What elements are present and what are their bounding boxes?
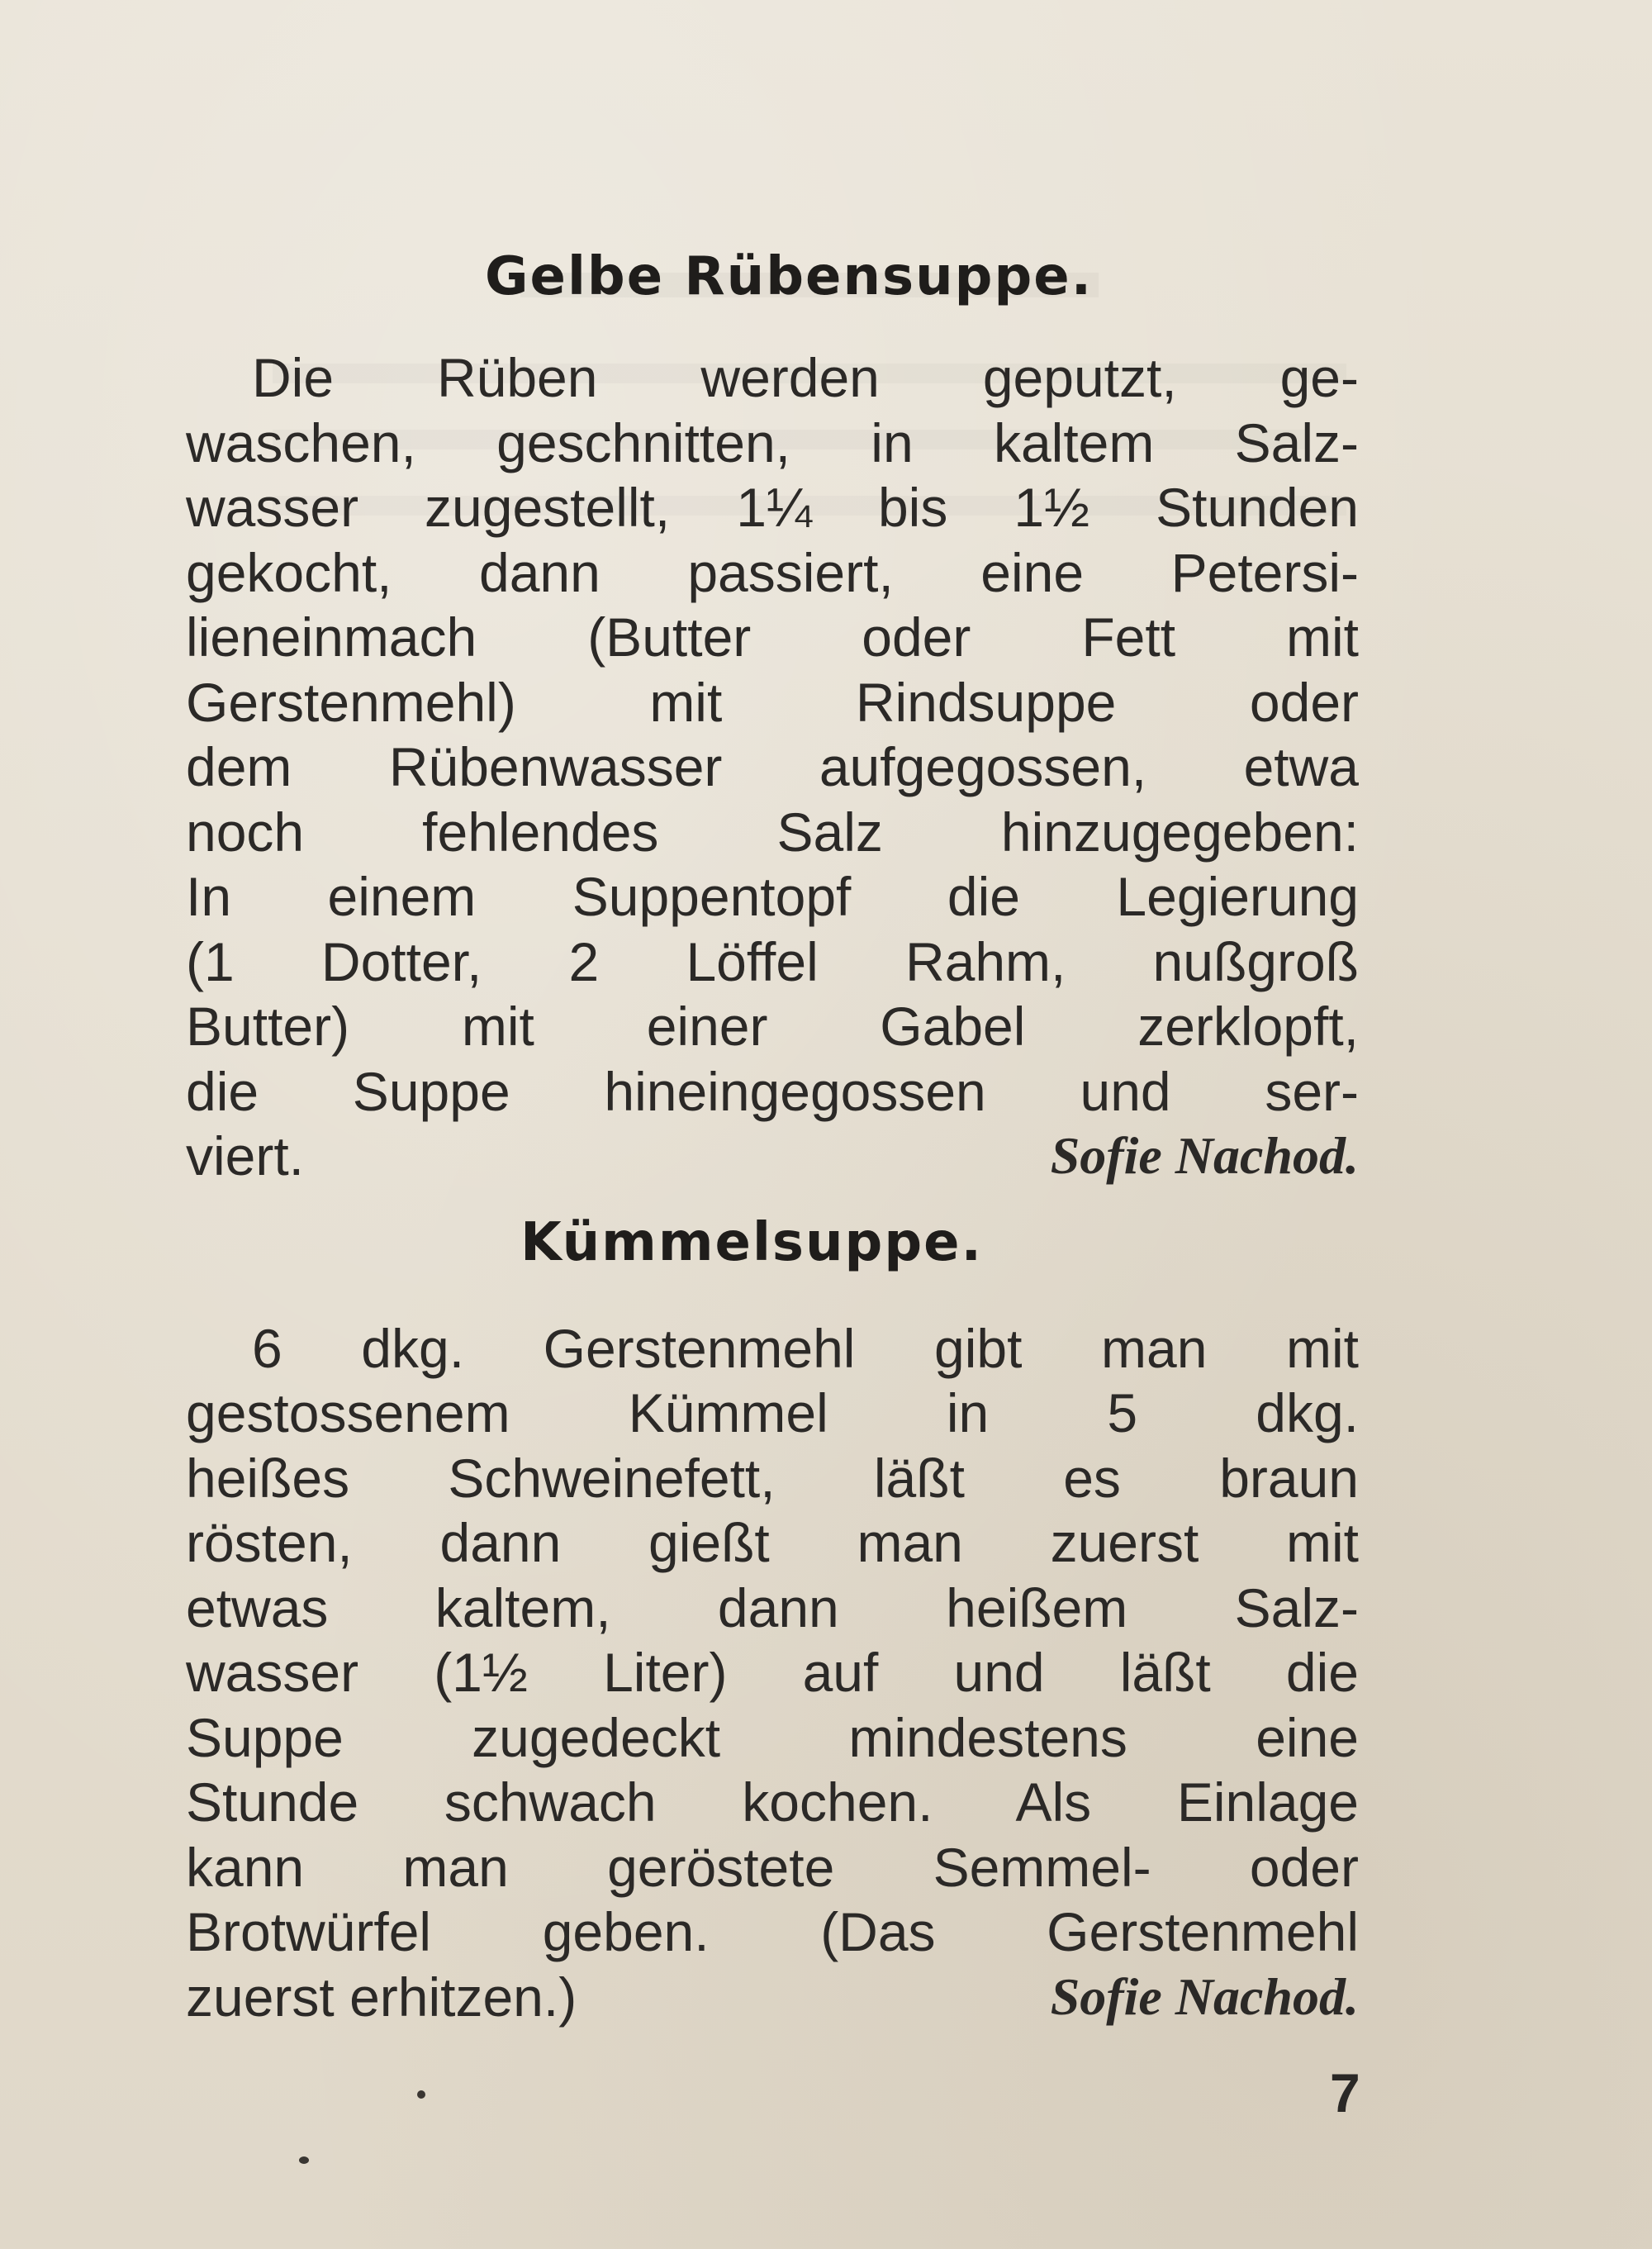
text-column xyxy=(186,248,1359,2029)
text-line-end: viert. xyxy=(186,1125,305,1186)
text-line: rösten, dann gießt man zuerst mit xyxy=(186,1512,1359,1573)
text-line: dem Rübenwasser aufgegossen, etwa xyxy=(186,736,1359,797)
recipe-title: Gelbe Rübensuppe. xyxy=(485,246,1093,307)
author-signature: Sofie Nachod. xyxy=(1050,1126,1359,1185)
recipe-title: Kümmelsuppe. xyxy=(520,1211,983,1273)
author-signature: Sofie Nachod. xyxy=(1050,1966,1359,2026)
last-line xyxy=(186,1124,1359,1189)
text-line: Stunde schwach kochen. Als Einlage xyxy=(186,1771,1359,1833)
recipe-text xyxy=(186,1316,1359,2030)
text-line: lieneinmach (Butter oder Fett mit xyxy=(186,606,1359,668)
page-number: 7 xyxy=(1330,2062,1360,2123)
text-line: noch fehlendes Salz hinzugegeben: xyxy=(186,801,1359,863)
text-line: die Suppe hineingegossen und ser- xyxy=(186,1060,1359,1122)
text-line: Brotwürfel geben. (Das Gerstenmehl xyxy=(186,1901,1359,1962)
text-line: gekocht, dann passiert, eine Petersi- xyxy=(186,541,1359,603)
text-line: Suppe zugedeckt mindestens eine xyxy=(186,1706,1359,1768)
text-line: gestossenem Kümmel in 5 dkg. xyxy=(186,1382,1359,1443)
text-line: (1 Dotter, 2 Löffel Rahm, nußgroß xyxy=(186,930,1359,992)
text-line: In einem Suppentopf die Legierung xyxy=(186,866,1359,927)
text-line: kann man geröstete Semmel- oder xyxy=(186,1836,1359,1898)
text-line: wasser (1½ Liter) auf und läßt die xyxy=(186,1642,1359,1703)
ink-speck xyxy=(417,2090,425,2099)
recipe-text xyxy=(186,345,1359,1189)
text-line: Gerstenmehl) mit Rindsuppe oder xyxy=(186,671,1359,733)
ink-speck xyxy=(299,2156,309,2164)
text-line: heißes Schweinefett, läßt es braun xyxy=(186,1447,1359,1509)
text-line: Butter) mit einer Gabel zerklopft, xyxy=(186,996,1359,1057)
text-line: Die Rüben werden geputzt, ge- xyxy=(252,347,1359,408)
last-line xyxy=(186,1965,1359,2030)
text-line: 6 dkg. Gerstenmehl gibt man mit xyxy=(252,1317,1359,1379)
text-line: etwas kaltem, dann heißem Salz- xyxy=(186,1576,1359,1638)
text-line-end: zuerst erhitzen.) xyxy=(186,1966,577,2028)
text-line: waschen, geschnitten, in kaltem Salz- xyxy=(186,411,1359,473)
text-line: wasser zugestellt, 1¼ bis 1½ Stunden xyxy=(186,477,1359,538)
